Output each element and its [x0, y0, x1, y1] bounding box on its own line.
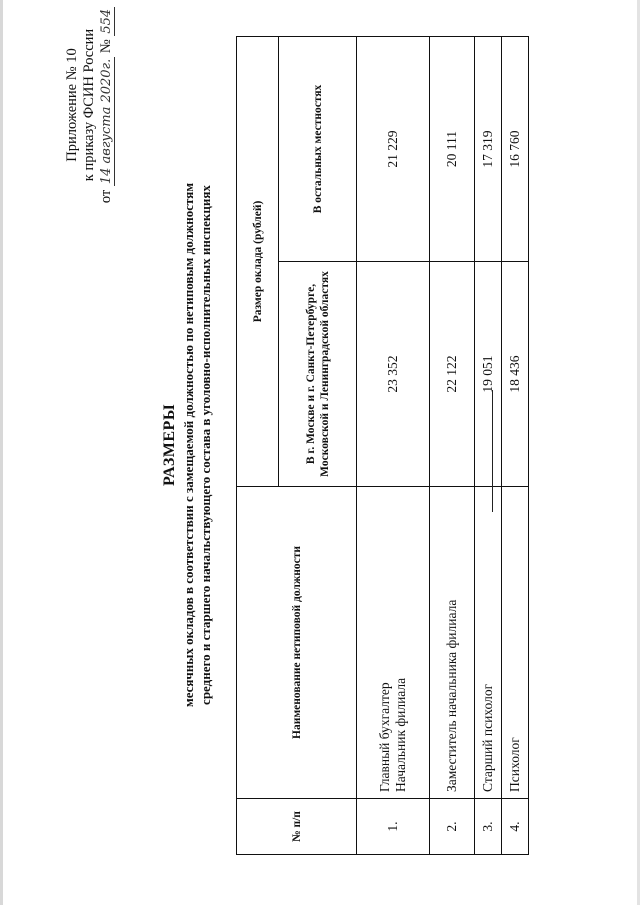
- table-header-row-1: [237, 36, 279, 854]
- row-position: [475, 487, 502, 799]
- salary-table: [236, 36, 529, 855]
- position-line: Заместитель начальника филиала: [444, 599, 459, 792]
- row-number: 4.: [502, 799, 529, 855]
- appendix-date-line: [98, 5, 115, 205]
- row-other-salary: 17 319: [475, 36, 502, 261]
- closing-rule: [492, 390, 493, 512]
- position-line: Старший психолог: [480, 683, 495, 792]
- table-row: [357, 36, 430, 854]
- appendix-number: Приложение № 10: [64, 48, 80, 162]
- table-row: [502, 36, 529, 854]
- row-number: 3.: [475, 799, 502, 855]
- header-salary-group: Размер оклада (рублей): [237, 36, 279, 486]
- row-other-salary: 20 111: [430, 36, 475, 261]
- row-moscow-salary: 18 436: [502, 262, 529, 487]
- row-number: 2.: [430, 799, 475, 855]
- row-moscow-salary: 22 122: [430, 262, 475, 487]
- row-other-salary: 16 760: [502, 36, 529, 261]
- row-position: [430, 487, 475, 799]
- title-subtitle-line2: среднего и старшего начальствующего состава в уголовно-исполнительных инспекциях: [198, 185, 213, 705]
- header-moscow: В г. Москве и г. Санкт-Петербурге, Московской и Ленинградской областях: [279, 262, 357, 487]
- position-line: Главный бухгалтер: [377, 682, 392, 792]
- row-position: [502, 487, 529, 799]
- row-moscow-salary: 23 352: [357, 262, 430, 487]
- header-number: № п/п: [237, 799, 357, 855]
- appendix-order: к приказу ФСИН России: [81, 28, 97, 182]
- handwritten-date: 14 августа 2020г.: [99, 58, 114, 185]
- header-other: В остальных местностях: [279, 36, 357, 261]
- row-other-salary: 21 229: [357, 36, 430, 261]
- title-subtitle-line1: месячных окладов в соответствии с замещаемой должностью по нетиповым должностям: [181, 182, 196, 708]
- table-row: [475, 36, 502, 854]
- row-position: [357, 487, 430, 799]
- row-number: 1.: [357, 799, 430, 855]
- handwritten-number: 554: [99, 8, 114, 34]
- document-title: [160, 85, 214, 805]
- row-moscow-salary: 19 051: [475, 262, 502, 487]
- date-prefix: от: [98, 189, 114, 204]
- appendix-header: [64, 5, 115, 205]
- title-heading: РАЗМЕРЫ: [161, 403, 178, 487]
- position-line: Начальник филиала: [393, 677, 408, 792]
- table-row: [430, 36, 475, 854]
- number-prefix: №: [98, 39, 114, 54]
- header-position: Наименование нетиповой должности: [237, 487, 357, 799]
- position-line: Психолог: [507, 737, 522, 792]
